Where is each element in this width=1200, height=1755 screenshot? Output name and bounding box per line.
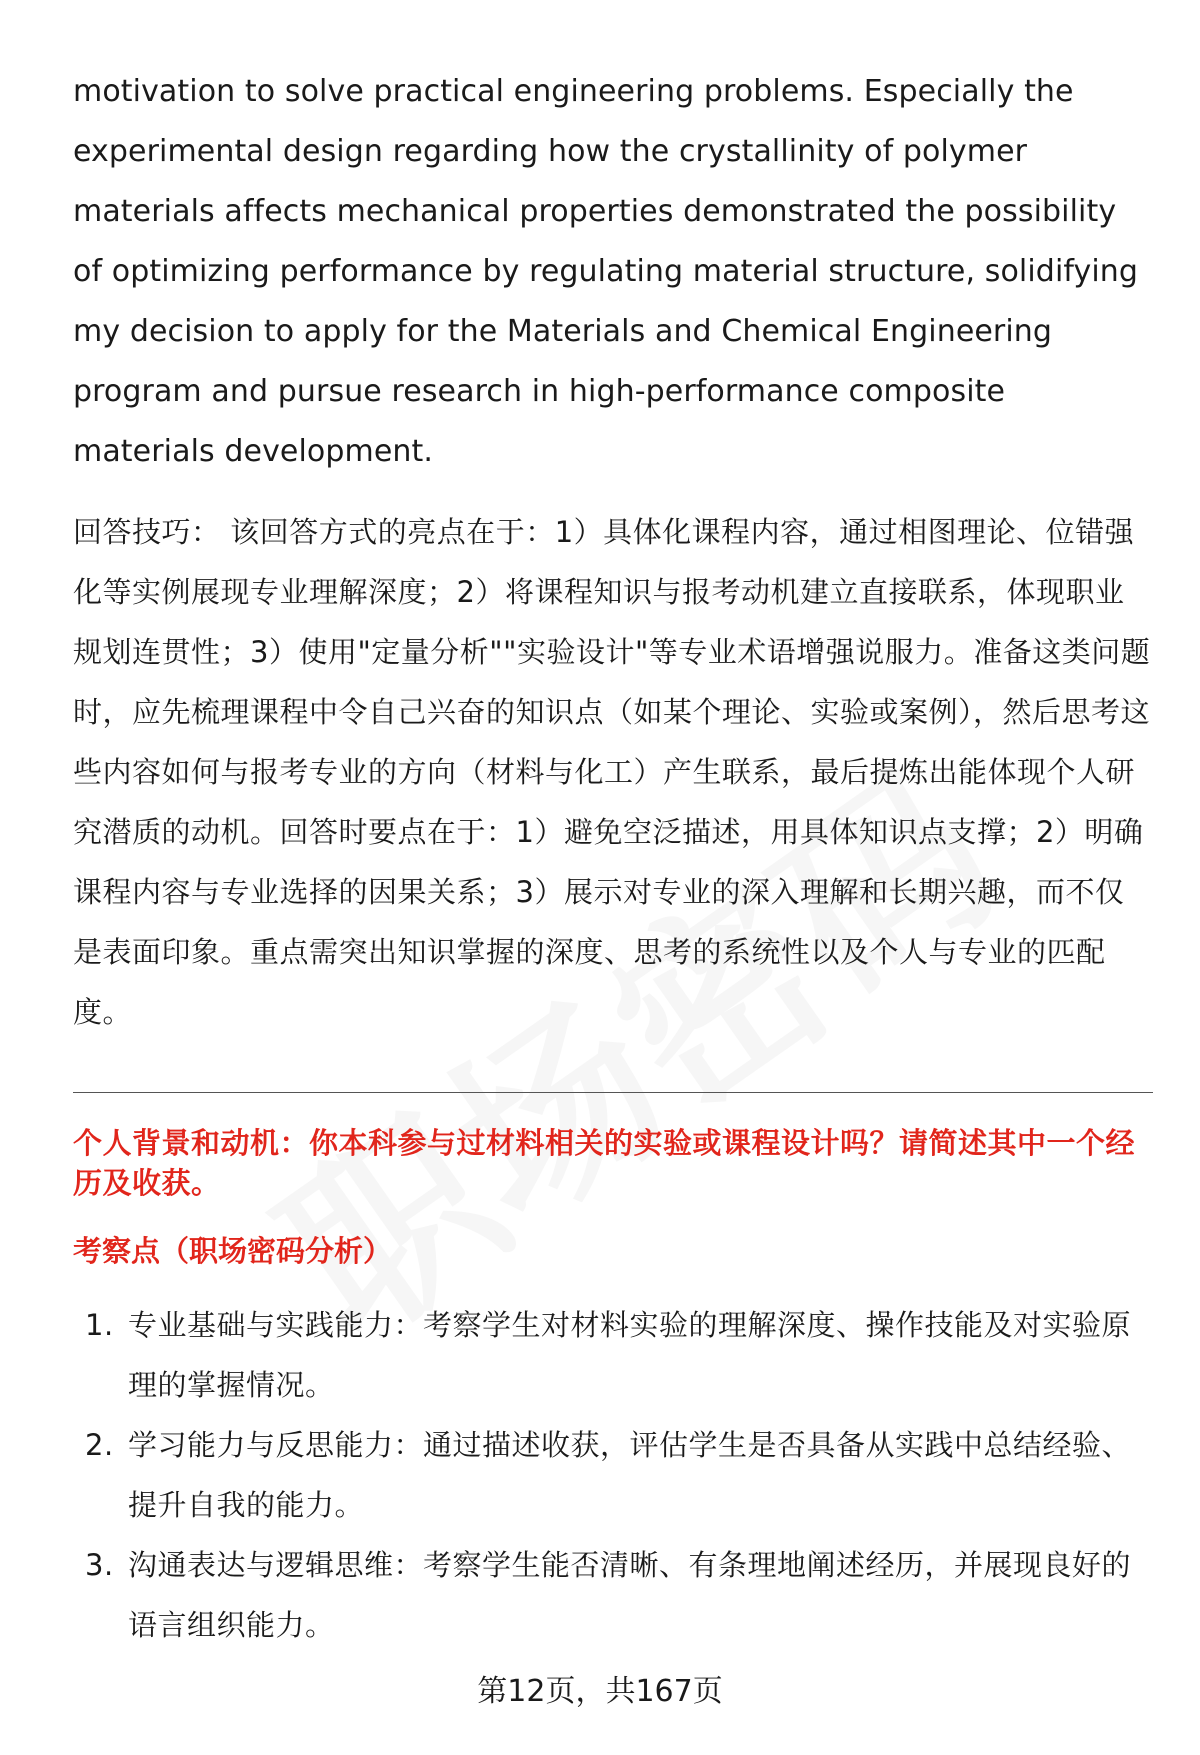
- document-page: [73, 62, 1153, 1655]
- list-item-text: 学习能力与反思能力：通过描述收获，评估学生是否具备从实践中总结经验、提升自我的能力。: [128, 1428, 1132, 1522]
- assessment-points-list: [73, 1295, 1153, 1655]
- answer-tips-label: 回答技巧：: [73, 515, 221, 549]
- list-item: [73, 1535, 1153, 1655]
- list-item: [73, 1415, 1153, 1535]
- list-item-text: 专业基础与实践能力：考察学生对材料实验的理解深度、操作技能及对实验原理的掌握情况。: [128, 1308, 1132, 1402]
- list-item-text: 沟通表达与逻辑思维：考察学生能否清晰、有条理地阐述经历，并展现良好的语言组织能力。: [128, 1548, 1132, 1642]
- list-item-number: 3.: [85, 1548, 114, 1582]
- list-item-number: 2.: [85, 1428, 114, 1462]
- list-item: [73, 1295, 1153, 1415]
- question-title: 个人背景和动机：你本科参与过材料相关的实验或课程设计吗？请简述其中一个经历及收获。: [73, 1126, 1136, 1200]
- section-heading: 考察点（职场密码分析）: [73, 1234, 393, 1268]
- page-footer: 第12页，共167页: [477, 1674, 723, 1709]
- section-divider: [73, 1092, 1153, 1093]
- list-item-number: 1.: [85, 1308, 114, 1342]
- english-paragraph: motivation to solve practical engineering problems. Especially the experimental design regarding how the crystallinity of polymer materials affects mechanical properties demonstrated the possibility of optimizing performance by regulating material structure, solidifying my decision to apply for the Materials and Chemical Engineering program and pursue research in high-performance composite materials development.: [73, 74, 1139, 469]
- answer-tips: [73, 502, 1153, 1042]
- answer-tips-text: 该回答方式的亮点在于：1）具体化课程内容，通过相图理论、位错强化等实例展现专业理解深度；2）将课程知识与报考动机建立直接联系，体现职业规划连贯性；3）使用"定量分析""实验设计"等专业术语增强说服力。准备这类问题时，应先梳理课程中令自己兴奋的知识点（如某个理论、实验或案例），然后思考这些内容如何与报考专业的方向（材料与化工）产生联系，最后提炼出能体现个人研究潜质的动机。回答时要点在于：1）避免空泛描述，用具体知识点支撑；2）明确课程内容与专业选择的因果关系；3）展示对专业的深入理解和长期兴趣，而不仅是表面印象。重点需突出知识掌握的深度、思考的系统性以及个人与专业的匹配度。: [73, 515, 1151, 1029]
